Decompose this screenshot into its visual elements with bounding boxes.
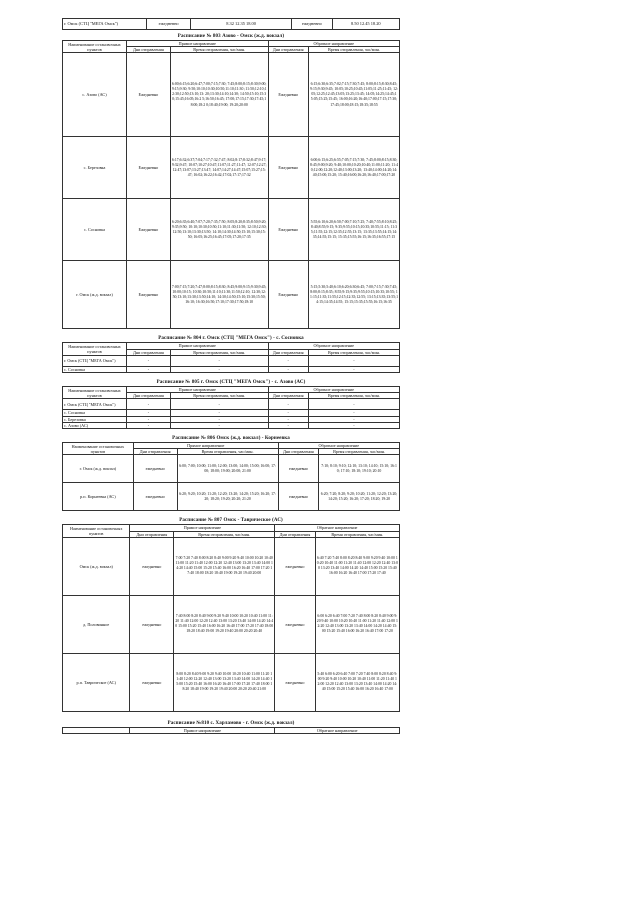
table-cell: - xyxy=(268,355,308,366)
schedule-803-table xyxy=(62,40,400,329)
header-time: Время отправления, час/мин. xyxy=(177,449,278,455)
header-days: Дни отправления xyxy=(127,393,171,399)
table-cell: - xyxy=(308,366,399,372)
header-backward: Обратное направление xyxy=(268,343,399,349)
table-row-stop: с. Сосновка xyxy=(63,410,127,416)
table-row-times: 6:15;6:30;6:35;7:02;7:15;7:30;7:45; 8:00;8:15;8:30;8:45;9:15;9:30;9:45; 10:05;10:25;10:45;11:05;11:25;11:45; 12:05;12:25;12:45;13:05;13:25;13:45; 14:05;14:25;14:45;15:05;15:25;15:45; 16:00;16:20;16:40;17:00;17:15;17:30; 17:45;18:00;18:15;18:35;18:55 xyxy=(308,53,399,137)
top-row-time-back: 8.50 12.45 18.20 xyxy=(332,19,399,30)
table-row-days: ежедневно xyxy=(275,595,315,653)
schedule-805-table xyxy=(62,386,400,429)
table-row-times: 7:40 8:00 8:20 8:40 9:00 9:20 9:40 10:00 10:20 10:40 11:00 11:20 11:40 12:00 12:20 12:40 13:00 13:20 13:40 14:00 14:20 14:40 15:00 15:20 15:40 16:00 16:20 16:40 17:00 17:20 17:40 18:00 18:20 18:40 19:00 19:20 19:40 20:00 20:20 20:40 xyxy=(174,595,275,653)
table-row-stop: с. Азово (АС) xyxy=(63,53,127,137)
table-cell: - xyxy=(268,422,308,428)
table-row-stop: с. Сосновка xyxy=(63,366,127,372)
table-cell: - xyxy=(127,416,171,422)
header-backward: Обратное направление xyxy=(275,525,400,531)
table-row-times: 5:40 6:00 6:20 6:40 7:00 7:20 7:40 8:00 8:20 8:40 9:00 9:20 9:40 10:00 10:20 10:40 11:00 11:20 11:40 12:00 12:20 12:40 13:00 13:20 13:40 14:00 14:20 14:40 15:00 15:20 15:40 16:00 16:20 16:40 17:00 xyxy=(315,653,399,711)
table-row-times: 6:20; 9:20; 10:20; 11:20; 12:20; 13:20; 14:20; 15:20; 16:20; 17:20; 18:20; 19:20; 20:20; 21:20 xyxy=(177,483,278,511)
header-days: Дни отправления xyxy=(127,47,171,53)
header-forward: Прямое направление xyxy=(127,343,269,349)
document-page xyxy=(62,18,400,734)
header-time: Время отправления, час/мин. xyxy=(170,47,268,53)
table-row-stop: р.п. Корнеевка (АС) xyxy=(63,483,134,511)
table-row-days: ежедневно xyxy=(278,483,318,511)
header-forward: Прямое направление xyxy=(127,387,269,393)
header-backward: Обратное направление xyxy=(268,41,399,47)
header-stops: Наименование остановочных пунктов xyxy=(63,41,127,53)
header-days: Дни отправления xyxy=(278,449,318,455)
header-forward: Прямое направление xyxy=(130,525,275,531)
table-row-days: Ежедневно xyxy=(127,53,171,137)
table-row-times: 7:00;7:15;7:20;7:47;8:00;8:15;8:30; 8:45;9:00;9:15;9:30;9:45;10:00;10:15; 10:30;10:50;11:10;11:30;11:50;12:10; 12:30;12:50;13:10;13:30;13:50;14:10; 14:30;14:50;15:10;15:30;15:50;16:10; 16:30;16:50;17:10;17:30;17:50;18:10 xyxy=(170,261,268,329)
table-row-stop: с. Азово (АС) xyxy=(63,422,127,428)
table-row-stop: с. Березовка xyxy=(63,137,127,199)
table-row-days: Ежедневно xyxy=(127,199,171,261)
table-cell: - xyxy=(127,422,171,428)
table-row-days: ежедневно xyxy=(133,483,177,511)
table-row-times: 6:20; 7:20; 8:20; 9:20; 10:20; 11:20; 12:20; 13:20; 14:20; 15:20; 16:20; 17:20; 18:20; 19:20 xyxy=(319,483,400,511)
table-row-days: ежедневно xyxy=(275,653,315,711)
header-time: Время отправления, час/мин. xyxy=(319,449,400,455)
schedule-805-title: Расписание № 805 г. Омск (СТЦ "МЕГА Омск") - с. Азово (АС) xyxy=(156,380,306,386)
header-days: Дни отправления xyxy=(130,531,174,537)
table-row-times: 6:00;6:15;6:20;6:47;7:00;7:15;7:30; 7:45;8:00;8:15;8:30;9:00;9:15;9:30; 9:50;10:10;10:30;10:50;11:10;11:30 ;11:50;12:10;12:30;12:50;13:10;13: 20;13:30;14:10;14:30; 14:50;15:10;15:30;15:45;16:05;16:2 5;16:50;16:45; 17:00;17:15;17:30;17:45;18:00;18:2 0;18:40;19:00; 19:20;20:00 xyxy=(170,53,268,137)
header-stops: Наименование остановочных пунктов xyxy=(63,343,127,355)
top-row-stop: г. Омск (СТЦ "МЕГА Омск") xyxy=(63,19,147,30)
table-row-days: ежедневно xyxy=(130,595,174,653)
table-cell: - xyxy=(170,355,268,366)
header-time: Время отправления, час/мин. xyxy=(170,349,268,355)
table-cell: - xyxy=(268,399,308,410)
table-cell: - xyxy=(127,366,171,372)
schedule-803-title: Расписание № 803 Азово - Омск (ж.д. вокзал) xyxy=(177,34,285,39)
top-row-days-back: ежедневно xyxy=(292,19,332,30)
header-time: Время отправления, час/мин. xyxy=(174,531,275,537)
table-row-days: ежедневно xyxy=(133,455,177,483)
table-cell: - xyxy=(308,399,399,410)
table-row-times: 5:15;5:30;5:40;6:10;6:20;6:30;6:45; 7:00;7:15;7:30;7:45;8:00;8:15;8:35; 8:55;9:15;9:35;9:55;10:15;10:35;10:55; 11:15;11:35;11:55;12:15;12:35;12:55; 13:15;13:35;13:55;14:15;14:35;14:55; 15:15;15:35;15:55;16:15;16:35 xyxy=(308,261,399,329)
header-stops: Наименование остановочных пунктов xyxy=(63,525,130,537)
table-row-stop: р.п. Таврическое (АС) xyxy=(63,653,130,711)
schedule-810-title: Расписание №810 с. Харламово - г. Омск (ж.д. вокзал) xyxy=(167,720,295,726)
table-row-times: 6:00; 7:00; 10:00; 11:00; 12:00; 13:00; 14:00; 15:00; 16:00; 17:00; 18:00; 19:00; 20:00; 21:00 xyxy=(177,455,278,483)
table-row-days: ежедневно xyxy=(130,537,174,595)
header-forward: Прямое направление xyxy=(133,443,278,449)
top-row-time-forward: 8.32 12.35 18.00 xyxy=(191,19,292,30)
table-row-days: Ежедневно xyxy=(268,261,308,329)
header-backward: Обратное направление xyxy=(275,727,400,733)
table-cell: - xyxy=(127,410,171,416)
table-row-times: 7:00 7:20 7:40 8:00 8:20 8:40 9:00 9:20 9:40 10:00 10:20 10:40 11:00 11:20 11:40 12:00 12:20 12:40 13:00 13:20 13:40 14:00 14:20 14:40 15:00 15:20 15:40 16:00 16:20 16:40 17:00 17:20 17:40 18:00 18:20 18:40 19:00 19:20 19:40 20:00 xyxy=(174,537,275,595)
table-cell: - xyxy=(268,410,308,416)
table-cell: - xyxy=(170,416,268,422)
header-backward: Обратное направление xyxy=(268,387,399,393)
table-row-days: ежедневно xyxy=(275,537,315,595)
table-cell: - xyxy=(308,410,399,416)
table-row-days: Ежедневно xyxy=(127,137,171,199)
table-row-times: 7:10; 8:10; 9:10; 12:10; 13:10; 14:10; 15:10; 16:10; 17:10; 18:10; 19:10; 20:10 xyxy=(319,455,400,483)
header-stops: Наименование остановочных пунктов xyxy=(63,443,134,455)
table-row-times: 8:00 8:20 8:40 9:00 9:20 9:40 10:00 10:20 10:40 11:00 11:20 11:40 12:00 12:20 12:40 13:00 13:20 13:40 14:00 14:20 14:40 15:00 15:20 15:40 16:00 16:20 16:40 17:00 17:20 17:40 18:00 18:20 18:40 19:00 19:20 19:40 20:00 20:20 20:40 21:00 xyxy=(174,653,275,711)
top-row-table xyxy=(62,18,400,30)
header-time: Время отправления, час/мин. xyxy=(308,393,399,399)
header-time: Время отправления, час/мин. xyxy=(170,393,268,399)
schedule-804-title: Расписание № 804 г. Омск (СТЦ "МЕГА Омск") - с. Сосновка xyxy=(158,336,304,342)
header-stops-cell xyxy=(63,727,130,733)
table-row-stop: г. Омск (ж.д. вокзал) xyxy=(63,261,127,329)
table-row-days: Ежедневно xyxy=(127,261,171,329)
table-cell: - xyxy=(308,355,399,366)
header-backward: Обратное направление xyxy=(278,443,399,449)
table-cell: - xyxy=(308,416,399,422)
header-days: Дни отправления xyxy=(127,349,171,355)
table-row-times: 6:00 6:20 6:40 7:00 7:20 7:40 8:00 8:20 8:40 9:00 9:20 9:40 10:00 10:20 10:40 11:00 11:20 11:40 12:00 12:20 12:40 13:00 13:20 13:40 14:00 14:20 14:40 15:00 15:20 15:40 16:00 16:20 16:40 17:00 17:20 xyxy=(315,595,399,653)
table-row-times: 6:17;6:32;6:37;7:04;7:17;7:32;7:47; 8:02;8:17;8:32;8:47;9:17;9:32;9:47; 10:07;10:27;10:47;11:07;11:27;11:47; 12:07;12:27;12:47;13:07;13:27;13:47; 14:07;14:27;14:47;15:07;15:27;15:47; 16:02;16:22;16:42;17:02;17:17;17:32 xyxy=(170,137,268,199)
table-row-days: ежедневно xyxy=(130,653,174,711)
table-cell: - xyxy=(268,416,308,422)
schedule-806-table xyxy=(62,442,400,511)
table-row-times: 6:40 7:20 7:40 8:00 8:20 8:40 9:00 9:20 9:40 10:00 10:20 10:40 11:00 11:20 11:40 12:00 12:20 12:40 13:00 13:20 13:40 14:00 14:20 14:40 15:00 15:20 15:40 16:00 16:20 16:40 17:00 17:20 17:40 xyxy=(315,537,399,595)
table-row-stop: Омск (ж.д. вокзал) xyxy=(63,537,130,595)
header-forward: Прямое направление xyxy=(127,41,269,47)
table-row-days: Ежедневно xyxy=(268,53,308,137)
table-row-stop: д. Половинное xyxy=(63,595,130,653)
table-row-stop: г. Омск (ж.д. вокзал) xyxy=(63,455,134,483)
schedule-807-title: Расписание № 807 Омск - Таврическое (АС) xyxy=(179,518,283,524)
header-time: Время отправления, час/мин. xyxy=(315,531,399,537)
header-days: Дни отправления xyxy=(268,47,308,53)
table-cell: - xyxy=(170,422,268,428)
table-row-days: Ежедневно xyxy=(268,199,308,261)
table-row-stop: г. Омск (СТЦ "МЕГА Омск") xyxy=(63,399,127,410)
header-forward: Прямое направление xyxy=(130,727,275,733)
table-row-times: 5:55;6:10;6:20;6:50;7:00;7:10;7:25; 7:40;7:55;8:10;8:25;8:40;8:55;9:15; 9:35;9:55;10:15;10:35;10:55;11:15; 11:35;11:55;12:15;12:35;12:55;13:15; 13:35;13:55;14:15;14:35;14:55;15:15; 15:35;15:55;16:15;16:35;16:55;17:15 xyxy=(308,199,399,261)
schedule-804-table xyxy=(62,342,400,373)
header-days: Дни отправления xyxy=(268,393,308,399)
table-row-stop: с. Березовка xyxy=(63,416,127,422)
table-cell: - xyxy=(170,410,268,416)
schedule-806-title: Расписание № 806 Омск (ж.д. вокзал) - Корнеевка xyxy=(172,436,290,442)
table-cell: - xyxy=(127,355,171,366)
table-row-times: 6:00;6:15;6:25;6:55;7:05;7:15;7:30; 7:45;8:00;8:15;8:30;8:45;9:00;9:20; 9:40;10:00;10:20;10:40;11:00;11:20; 11:40;12:00;12:20;12:40;13:00;13:20; 13:40;14:00;14:20;14:40;15:00;15:20; 15:40;16:00;16:20;16:40;17:00;17:20 xyxy=(308,137,399,199)
table-cell: - xyxy=(127,399,171,410)
table-row-stop: с. Сосновка xyxy=(63,199,127,261)
header-days: Дни отправления xyxy=(133,449,177,455)
table-row-times: 6:20;6:35;6:40;7:07;7:20;7:35;7:50; 8:05;8:20;8:35;8:50;9:20;9:35;9:50; 10:10;10:30;10:50;11:10;11:30;11:50; 12:10;12:30;12:50;13:10;13:30;13:50; 14:10;14:30;14:50;15:10;15:30;15:50; 16:05;16:25;16:45;17:05;17:20;17:35 xyxy=(170,199,268,261)
schedule-810-table xyxy=(62,727,400,734)
table-row-days: Ежедневно xyxy=(268,137,308,199)
top-row-days-forward: ежедневно xyxy=(147,19,191,30)
table-cell: - xyxy=(268,366,308,372)
table-row-days: ежедневно xyxy=(278,455,318,483)
header-time: Время отправления, час/мин. xyxy=(308,349,399,355)
header-days: Дни отправления xyxy=(275,531,315,537)
table-cell: - xyxy=(308,422,399,428)
table-cell: - xyxy=(170,399,268,410)
header-days: Дни отправления xyxy=(268,349,308,355)
schedule-807-table xyxy=(62,524,400,711)
header-stops: Наименование остановочных пунктов xyxy=(63,387,127,399)
header-time: Время отправления, час/мин. xyxy=(308,47,399,53)
table-cell: - xyxy=(170,366,268,372)
table-row-stop: г. Омск (СТЦ "МЕГА Омск") xyxy=(63,355,127,366)
